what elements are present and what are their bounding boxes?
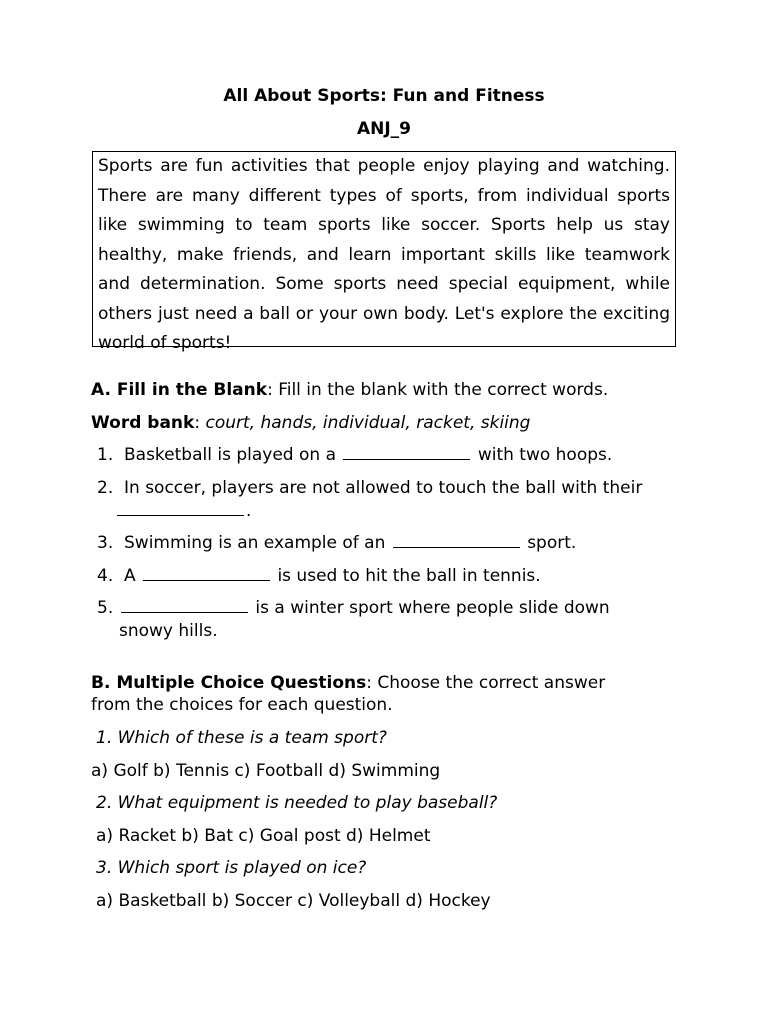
section-b-heading: B. Multiple Choice Questions	[91, 673, 367, 693]
mc-answers-2: a) Racket b) Bat c) Goal post d) Helmet	[96, 826, 431, 846]
section-b-header	[91, 673, 605, 694]
question-number: 5.	[97, 598, 114, 618]
question-text: with two hoops.	[477, 445, 613, 465]
worksheet-code: ANJ_9	[356, 119, 412, 139]
answer-blank[interactable]	[117, 501, 244, 516]
section-a-instruction: : Fill in the blank with the correct words.	[267, 380, 609, 400]
word-bank	[91, 413, 530, 434]
answer-blank[interactable]	[143, 566, 270, 581]
question-text: is used to hit the ball in tennis.	[277, 566, 541, 586]
word-bank-label: Word bank	[91, 413, 195, 433]
intro-paragraph: Sports are fun activities that people enjoy playing and watching. There are many different types of sports, from individual sports like swimming to team sports like soccer. Sports help us stay healthy, make friends, and learn important skills like teamwork and determination. Some sports need special equipment, while others just need a ball or your own body. Let's explore the exciting world of sports!	[98, 156, 670, 353]
section-b-instruction-continued	[91, 695, 393, 716]
fill-question-5-continued	[119, 621, 218, 642]
question-text: sport.	[527, 533, 577, 553]
worksheet-title: All About Sports: Fun and Fitness	[223, 86, 545, 106]
section-b-instruction-2: from the choices for each question.	[91, 695, 393, 715]
fill-question-2	[97, 478, 642, 499]
word-bank-words: court, hands, individual, racket, skiing	[205, 413, 531, 433]
fill-question-1	[97, 445, 612, 466]
fill-question-5	[97, 598, 610, 619]
section-a-heading: A. Fill in the Blank	[91, 380, 268, 400]
question-text: .	[246, 501, 252, 521]
question-number: 1.	[97, 445, 114, 465]
question-text: snowy hills.	[119, 621, 218, 641]
question-text: A	[124, 566, 136, 586]
answer-blank[interactable]	[343, 445, 470, 460]
question-text: is a winter sport where people slide down	[255, 598, 610, 618]
mc-question-3: 3. Which sport is played on ice?	[96, 858, 367, 878]
fill-question-3	[97, 533, 576, 554]
mc-answers-1: a) Golf b) Tennis c) Football d) Swimming	[91, 761, 441, 781]
intro-paragraph-box	[92, 151, 676, 353]
fill-question-2-continued	[117, 501, 251, 522]
answer-blank[interactable]	[393, 533, 520, 548]
question-text: Swimming is an example of an	[124, 533, 386, 553]
word-bank-separator: :	[194, 413, 206, 433]
mc-question-2: 2. What equipment is needed to play baseball?	[96, 793, 498, 813]
question-number: 4.	[97, 566, 114, 586]
question-number: 2.	[97, 478, 114, 498]
mc-question-1: 1. Which of these is a team sport?	[96, 728, 387, 748]
question-number: 3.	[97, 533, 114, 553]
fill-question-4	[97, 566, 541, 587]
section-b-instruction: : Choose the correct answer	[366, 673, 606, 693]
mc-answers-3: a) Basketball b) Soccer c) Volleyball d) Hockey	[96, 891, 491, 911]
question-text: In soccer, players are not allowed to touch the ball with their	[124, 478, 643, 498]
answer-blank[interactable]	[121, 598, 248, 613]
question-text: Basketball is played on a	[124, 445, 336, 465]
section-a-header	[91, 380, 608, 401]
